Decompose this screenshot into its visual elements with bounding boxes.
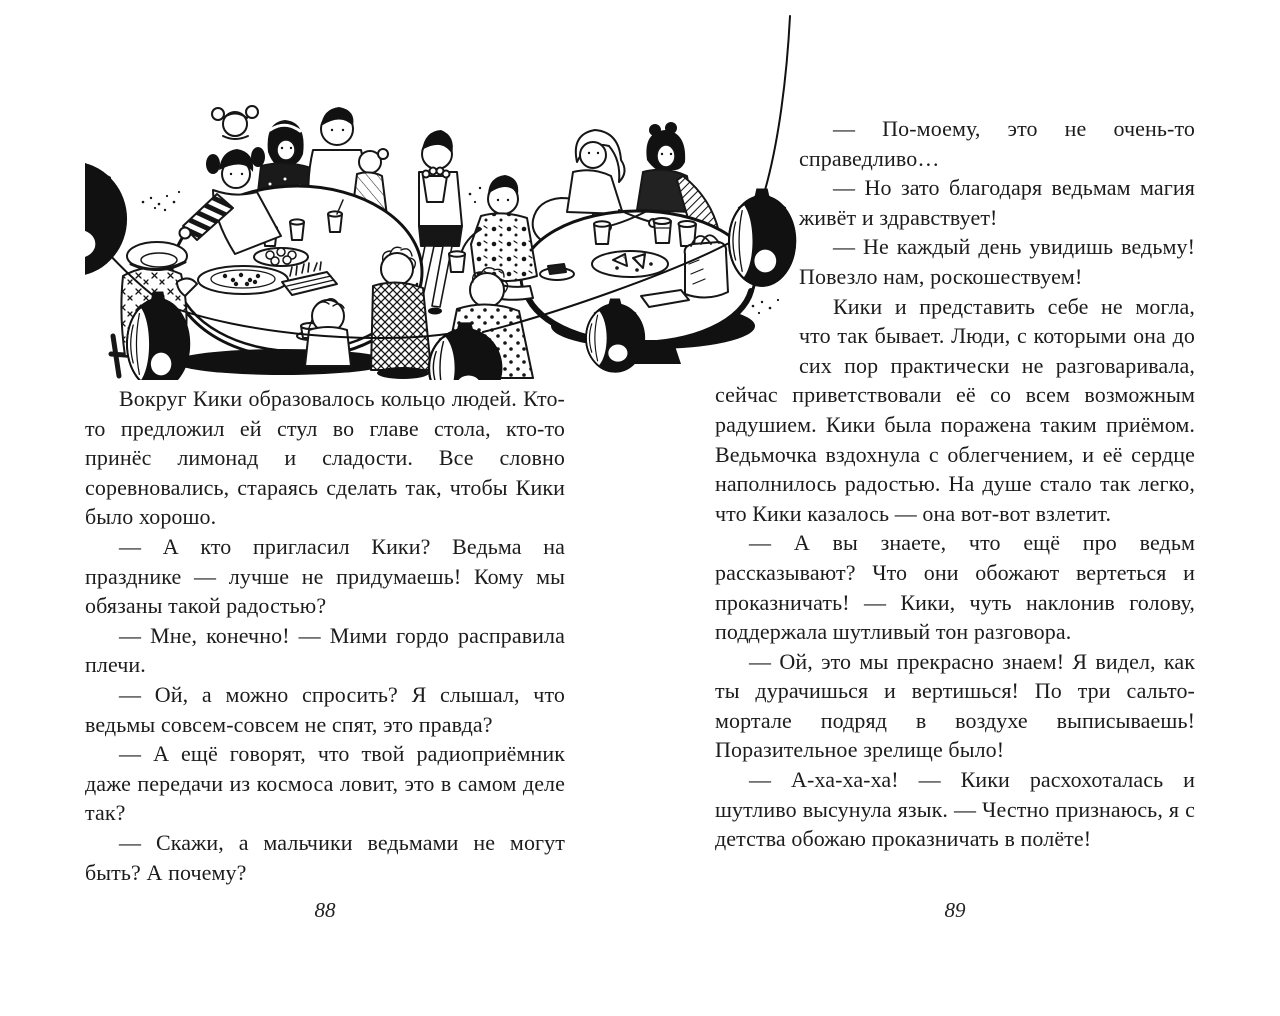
child-figure	[567, 130, 625, 214]
paragraph: Кики и представить себе не могла, что так бывает. Люди, с которыми она до сих пор практически не разговаривала, сейчас приветствовали её со всем возможным радушием. Кики была поражена таким приёмом. Ведьмочка вздохнула с облегчением, и её сердце наполнилось радостью. На душе стало так легко, что Кики казалось — она вот-вот взлетит.	[715, 293, 1195, 526]
illustration-wrap-spacer	[715, 114, 799, 380]
paragraph: — Но зато благодаря ведьмам магия живёт и здравствует!	[799, 175, 1195, 230]
cup	[654, 218, 672, 243]
paragraph: — Скажи, а мальчики ведьмами не могут быть? А почему?	[85, 829, 565, 885]
paragraph: — По-моему, это не очень-то справедливо…	[799, 116, 1195, 171]
paragraph: — А вы знаете, что ещё про ведьм рассказывают? Что они обожают вертеться и проказничать! — Кики, чуть наклонив голову, поддержала шутливый тон разговора.	[715, 530, 1195, 645]
left-page-text	[85, 384, 565, 887]
page-number: 88	[314, 898, 336, 922]
paragraph: — А кто пригласил Кики? Ведьма на празднике — лучше не придумаешь! Кому мы обязаны такой радостью?	[85, 533, 565, 619]
page-number: 89	[944, 898, 966, 922]
party-illustration	[85, 14, 800, 380]
paragraph: — А ещё говорят, что твой радиоприёмник даже передачи из космоса ловит, это в самом деле так?	[85, 741, 565, 826]
paragraph: Вокруг Кики образовалось кольцо людей. Кто-то предложил ей стул во главе стола, кто-то принёс лимонад и сладости. Все словно соревновались, стараясь сделать так, чтобы Кики было хорошо.	[85, 386, 565, 530]
paragraph: — Не каждый день увидишь ведьму! Повезло нам, роскошествуем!	[799, 234, 1195, 289]
cup	[594, 221, 610, 244]
paragraph: — Мне, конечно! — Мими гордо расправила плечи.	[85, 622, 565, 678]
paper-lantern	[85, 154, 127, 275]
paragraph: — Ой, а можно спросить? Я слышал, что ведьмы совсем-совсем не спят, это правда?	[85, 681, 565, 737]
food-plate	[198, 266, 288, 294]
right-page-text	[715, 114, 1195, 854]
paragraph: — Ой, это мы прекрасно знаем! Я видел, как ты дурачишься и вертишься! По три сальто-мортале подряд в воздухе выписываешь! Поразительное зрелище было!	[715, 648, 1195, 763]
food-plate	[592, 251, 668, 277]
paragraph: — А-ха-ха-ха! — Кики расхохоталась и шутливо высунула язык. — Честно признаюсь, я с детства обожаю проказничать в полёте!	[715, 767, 1195, 852]
cup	[290, 219, 304, 240]
child-figure	[212, 106, 258, 139]
food-plate	[254, 248, 308, 266]
